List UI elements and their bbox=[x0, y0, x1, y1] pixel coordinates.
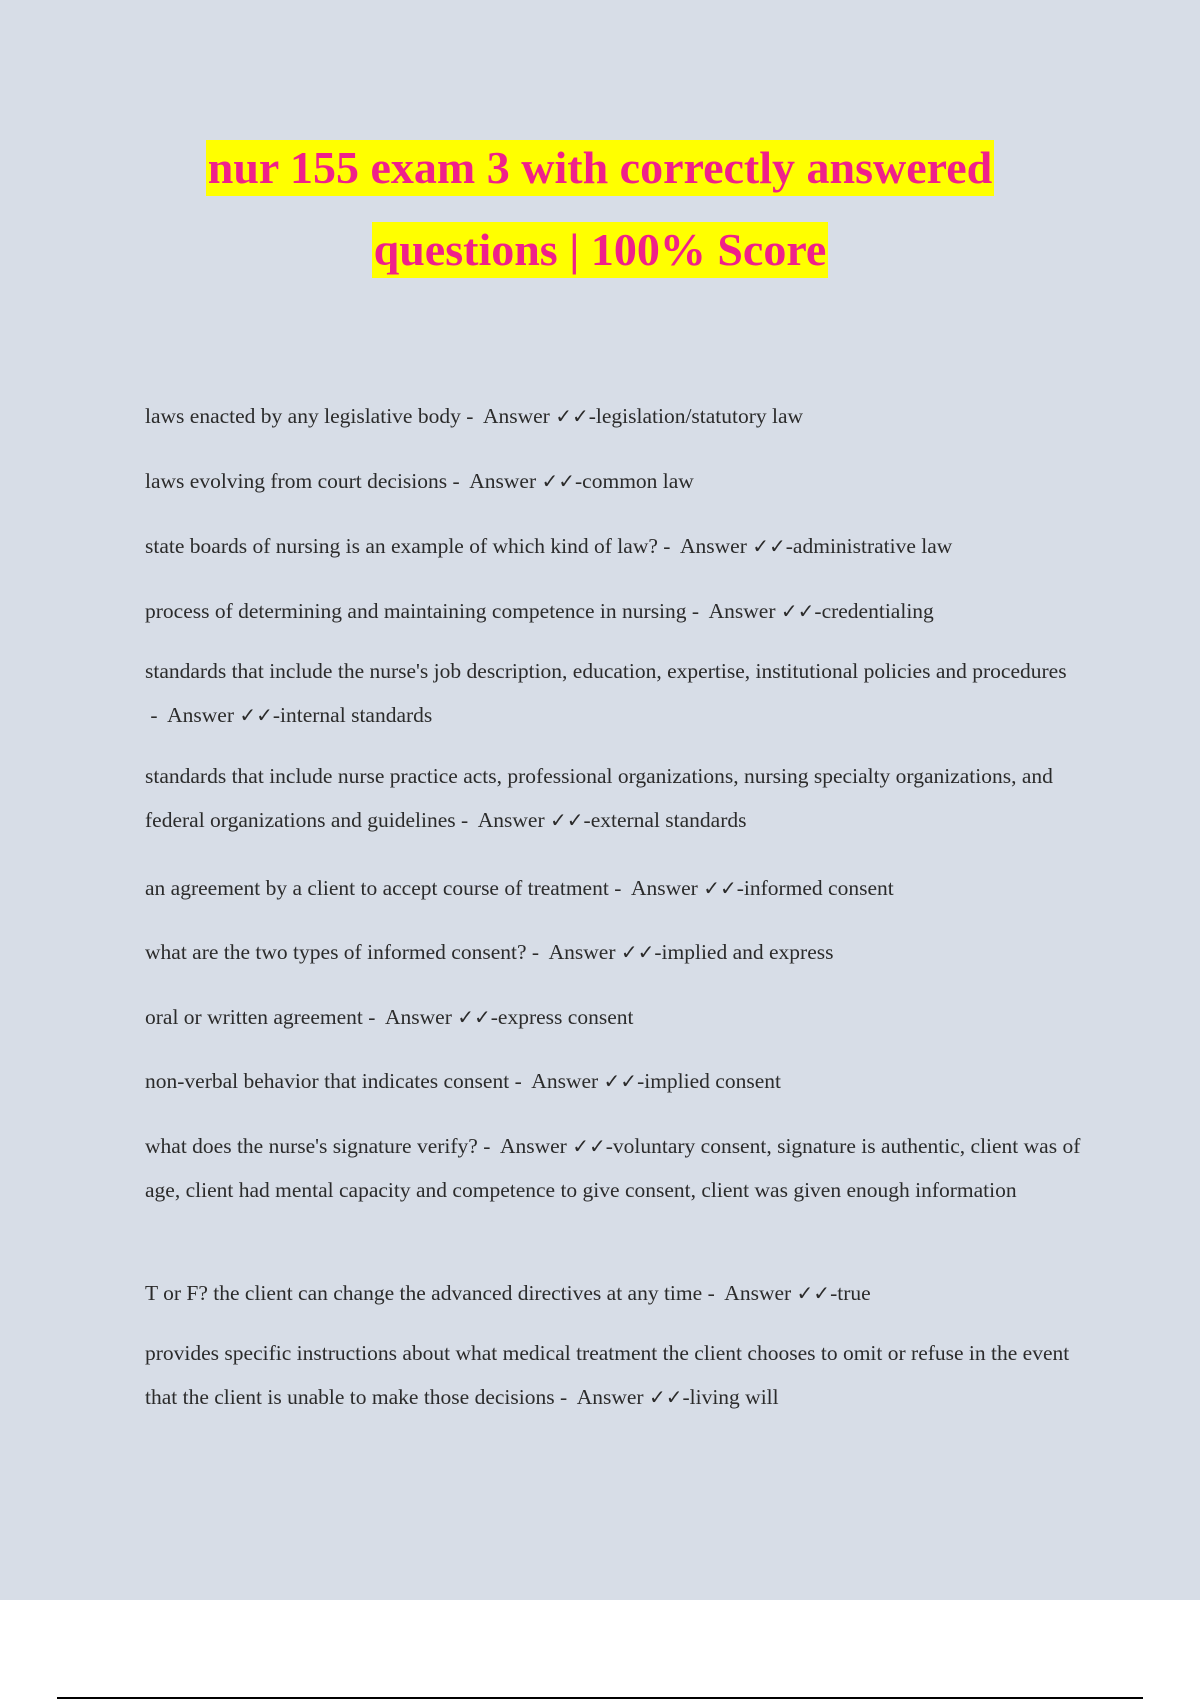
answer-text: -administrative law bbox=[785, 534, 953, 558]
answer-label: Answer bbox=[477, 808, 545, 832]
answer-label: Answer bbox=[548, 940, 616, 964]
answer-text: -living will bbox=[682, 1385, 779, 1409]
qa-item bbox=[145, 459, 1085, 503]
qa-item bbox=[145, 930, 1085, 974]
answer-text: -credentialing bbox=[814, 599, 934, 623]
qa-item bbox=[145, 995, 1085, 1039]
qa-item bbox=[145, 1271, 1085, 1315]
qa-item bbox=[145, 754, 1085, 842]
question-text: non-verbal behavior that indicates consent bbox=[145, 1069, 510, 1093]
qa-item bbox=[145, 649, 1085, 737]
answer-label: Answer bbox=[724, 1281, 792, 1305]
answer-text: -informed consent bbox=[736, 876, 894, 900]
double-check-icon: ✓✓ bbox=[603, 1069, 638, 1093]
qa-item bbox=[145, 1331, 1085, 1419]
double-check-icon: ✓✓ bbox=[648, 1385, 683, 1409]
question-text: standards that include the nurse's job description, education, expertise, institutional policies and procedures bbox=[145, 659, 1067, 683]
answer-label: Answer bbox=[167, 703, 234, 727]
qa-item bbox=[145, 589, 1085, 633]
answer-text: -internal standards bbox=[272, 703, 433, 727]
question-text: process of determining and maintaining competence in nursing bbox=[145, 599, 687, 623]
document-title bbox=[0, 140, 1200, 278]
qa-item bbox=[145, 394, 1085, 438]
question-text: what does the nurse's signature verify? bbox=[145, 1134, 478, 1158]
double-check-icon: ✓✓ bbox=[239, 703, 273, 727]
answer-text: -legislation/statutory law bbox=[588, 404, 804, 428]
question-text: what are the two types of informed consent? bbox=[145, 940, 527, 964]
qa-item bbox=[145, 1059, 1085, 1103]
answer-text: -voluntary consent, signature is authentic, client was of age, client had mental capacity and competence to give consent, client was given enough information bbox=[145, 1134, 1081, 1202]
double-check-icon: ✓✓ bbox=[550, 808, 584, 832]
double-check-icon: ✓✓ bbox=[572, 1134, 606, 1158]
answer-text: -implied consent bbox=[637, 1069, 781, 1093]
double-check-icon: ✓✓ bbox=[541, 469, 576, 493]
separator: - bbox=[608, 876, 631, 900]
separator: - bbox=[145, 703, 168, 727]
question-text: state boards of nursing is an example of which kind of law? bbox=[145, 534, 658, 558]
question-text: provides specific instructions about what medical treatment the client chooses to omit or refuse in the event that the client is unable to make those decisions bbox=[145, 1341, 1070, 1409]
answer-label: Answer bbox=[385, 1005, 452, 1029]
separator: - bbox=[686, 599, 709, 623]
qa-item bbox=[145, 866, 1085, 910]
answer-text: -true bbox=[830, 1281, 871, 1305]
double-check-icon: ✓✓ bbox=[703, 876, 737, 900]
question-text: laws evolving from court decisions bbox=[145, 469, 448, 493]
answer-label: Answer bbox=[680, 534, 747, 558]
answer-label: Answer bbox=[708, 599, 776, 623]
separator: - bbox=[455, 808, 478, 832]
title-line-1: nur 155 exam 3 with correctly answered bbox=[206, 140, 994, 196]
separator: - bbox=[477, 1134, 500, 1158]
double-check-icon: ✓✓ bbox=[457, 1005, 491, 1029]
answer-label: Answer bbox=[469, 469, 537, 493]
answer-text: -external standards bbox=[583, 808, 747, 832]
question-text: an agreement by a client to accept course of treatment bbox=[145, 876, 609, 900]
double-check-icon: ✓✓ bbox=[780, 599, 815, 623]
separator: - bbox=[447, 469, 470, 493]
answer-label: Answer bbox=[499, 1134, 567, 1158]
qa-item bbox=[145, 1124, 1085, 1212]
answer-label: Answer bbox=[630, 876, 698, 900]
question-text: laws enacted by any legislative body bbox=[145, 404, 461, 428]
answer-label: Answer bbox=[482, 404, 550, 428]
footer-divider bbox=[57, 1697, 1143, 1699]
double-check-icon: ✓✓ bbox=[752, 534, 786, 558]
double-check-icon: ✓✓ bbox=[555, 404, 589, 428]
double-check-icon: ✓✓ bbox=[620, 940, 655, 964]
question-text: T or F? the client can change the advanced directives at any time bbox=[145, 1281, 703, 1305]
answer-text: -express consent bbox=[490, 1005, 634, 1029]
question-text: standards that include nurse practice acts, professional organizations, nursing specialty organizations, and federal organizations and guidelines bbox=[145, 764, 1053, 832]
double-check-icon: ✓✓ bbox=[796, 1281, 831, 1305]
answer-label: Answer bbox=[576, 1385, 644, 1409]
separator: - bbox=[509, 1069, 532, 1093]
question-text: oral or written agreement bbox=[145, 1005, 363, 1029]
separator: - bbox=[362, 1005, 385, 1029]
separator: - bbox=[702, 1281, 725, 1305]
separator: - bbox=[526, 940, 549, 964]
title-line-2: questions | 100% Score bbox=[372, 222, 829, 278]
separator: - bbox=[657, 534, 680, 558]
separator: - bbox=[460, 404, 483, 428]
separator: - bbox=[554, 1385, 577, 1409]
qa-item bbox=[145, 524, 1085, 568]
answer-text: -common law bbox=[575, 469, 694, 493]
answer-text: -implied and express bbox=[654, 940, 834, 964]
answer-label: Answer bbox=[531, 1069, 599, 1093]
